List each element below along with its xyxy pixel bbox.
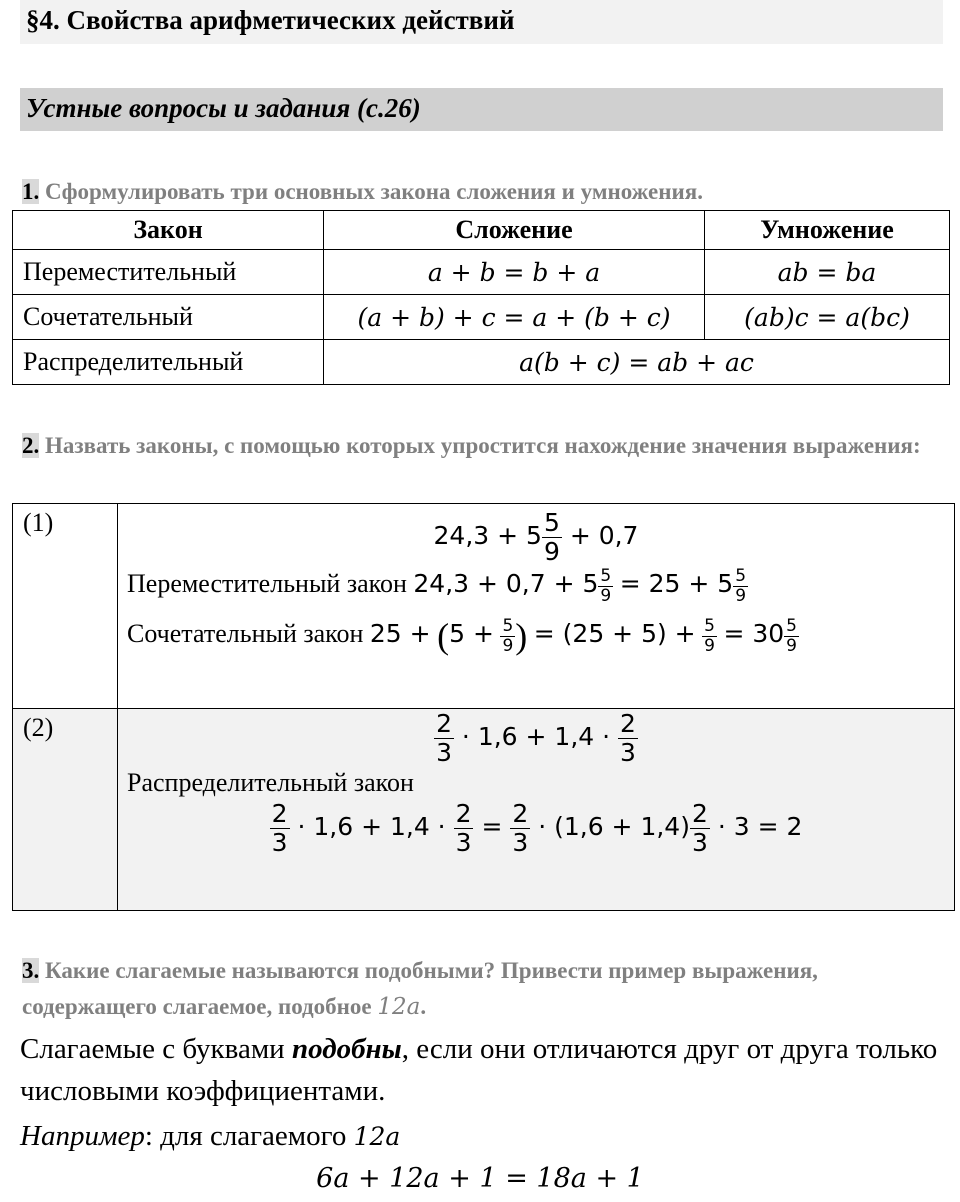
law-name: Переместительный <box>13 250 324 295</box>
numerator: 2 <box>436 709 452 738</box>
expr-part: 25 + <box>369 619 431 649</box>
expression <box>119 710 953 766</box>
question-number: 2. <box>22 433 40 458</box>
table-header-row <box>13 211 950 250</box>
emphasis: подобны <box>291 1033 402 1065</box>
expr-part: = <box>481 812 503 841</box>
denominator: 3 <box>620 737 636 767</box>
numerator: 2 <box>620 709 636 738</box>
subsection-title: Устные вопросы и задания (с.26) <box>20 88 943 131</box>
table-row <box>13 504 955 709</box>
column-header: Закон <box>13 211 324 250</box>
law-line <box>119 615 953 657</box>
numerator: 2 <box>271 799 288 828</box>
denominator: 3 <box>436 737 452 767</box>
law-name: Сочетательный закон <box>127 619 364 649</box>
law-name: Распределительный <box>13 340 324 385</box>
fraction <box>434 710 454 766</box>
question-text: Сформулировать три основных закона сложения и умножения. <box>45 179 703 204</box>
item-content <box>118 709 955 911</box>
answer-text <box>20 1028 940 1112</box>
expr-part: · 3 = 2 <box>717 812 803 841</box>
open-paren: ( <box>437 616 450 657</box>
expr-part: 24,3 + 5 <box>433 521 542 550</box>
answer-part: , если они отличаются друг от друга только числовыми коэффициентами. <box>20 1033 938 1107</box>
question-text: Какие слагаемые называются подобными? Привести пример выражения, содержащего слагаемое, подобное <box>22 958 818 1019</box>
question-number: 3. <box>22 958 40 983</box>
formula: a + b = b + a <box>324 250 705 295</box>
numerator: 2 <box>691 799 708 828</box>
numerator: 2 <box>455 799 472 828</box>
expr-part: 24,3 + 0,7 + 5 <box>413 569 599 599</box>
item-label: (2) <box>13 709 118 911</box>
law-name: Переместительный закон <box>127 569 407 599</box>
expr-part: = (25 + 5) + <box>533 619 696 649</box>
denominator: 9 <box>735 585 747 606</box>
fraction <box>598 567 613 605</box>
example-text: : для слагаемого <box>144 1120 347 1152</box>
denominator: 3 <box>271 827 288 857</box>
laws-table <box>12 210 950 385</box>
numerator: 5 <box>600 566 612 586</box>
denominator: 9 <box>704 635 715 656</box>
denominator: 3 <box>512 827 529 857</box>
denominator: 3 <box>455 827 472 857</box>
fraction <box>510 800 530 856</box>
expr-part: 5 + <box>449 619 494 649</box>
close-paren: ) <box>515 616 528 657</box>
denominator: 9 <box>600 585 612 606</box>
numerator: 5 <box>735 566 747 586</box>
denominator: 3 <box>691 827 708 857</box>
example-line <box>20 1115 400 1158</box>
item-label: (1) <box>13 504 118 709</box>
fraction <box>690 800 710 856</box>
answer-part: Слагаемые с буквами <box>20 1033 285 1065</box>
expr-part: = 30 <box>723 619 785 649</box>
formula: (ab)c = a(bc) <box>705 295 950 340</box>
question-2 <box>22 428 942 464</box>
expr-part: · 1,6 + 1,4 · <box>461 722 611 751</box>
question-number: 1. <box>22 179 40 204</box>
law-name: Распределительный закон <box>127 768 414 797</box>
math-term: 12a <box>353 1122 401 1151</box>
expression <box>119 509 953 565</box>
question-text: Назвать законы, с помощью которых упростится нахождение значения выражения: <box>45 433 921 458</box>
formula: (a + b) + c = a + (b + c) <box>324 295 705 340</box>
formula: ab = ba <box>705 250 950 295</box>
numerator: 5 <box>543 508 560 537</box>
denominator: 9 <box>786 635 797 656</box>
section-title: §4. Свойства арифметических действий <box>20 0 943 44</box>
fraction <box>784 617 799 655</box>
column-header: Сложение <box>324 211 705 250</box>
numerator: 2 <box>512 799 529 828</box>
expr-part: + 0,7 <box>569 521 639 550</box>
fraction <box>500 617 515 655</box>
punctuation: . <box>420 994 427 1019</box>
table-row <box>13 295 950 340</box>
item-content <box>118 504 955 709</box>
question-3 <box>22 953 942 1025</box>
fraction <box>618 710 638 766</box>
expressions-table <box>12 503 955 911</box>
formula: a(b + c) = ab + ac <box>324 340 950 385</box>
expression <box>119 800 953 856</box>
denominator: 9 <box>502 635 514 656</box>
table-row <box>13 250 950 295</box>
law-name: Сочетательный <box>13 295 324 340</box>
denominator: 9 <box>543 536 560 566</box>
column-header: Умножение <box>705 211 950 250</box>
fraction <box>454 800 474 856</box>
expr-part: · (1,6 + 1,4) <box>538 812 690 841</box>
law-line <box>119 567 953 605</box>
fraction <box>733 567 748 605</box>
table-row <box>13 709 955 911</box>
numerator: 5 <box>786 616 797 637</box>
example-equation: 6a + 12a + 1 = 18a + 1 <box>316 1163 644 1194</box>
numerator: 5 <box>704 616 715 637</box>
fraction <box>702 617 717 655</box>
numerator: 5 <box>502 616 514 637</box>
example-label: Например <box>20 1120 145 1152</box>
fraction <box>270 800 290 856</box>
math-term: 12a <box>377 994 421 1020</box>
expr-part: · 1,6 + 1,4 · <box>297 812 446 841</box>
expr-part: = 25 + 5 <box>619 569 734 599</box>
question-1 <box>22 174 942 210</box>
table-row <box>13 340 950 385</box>
fraction <box>542 509 562 565</box>
